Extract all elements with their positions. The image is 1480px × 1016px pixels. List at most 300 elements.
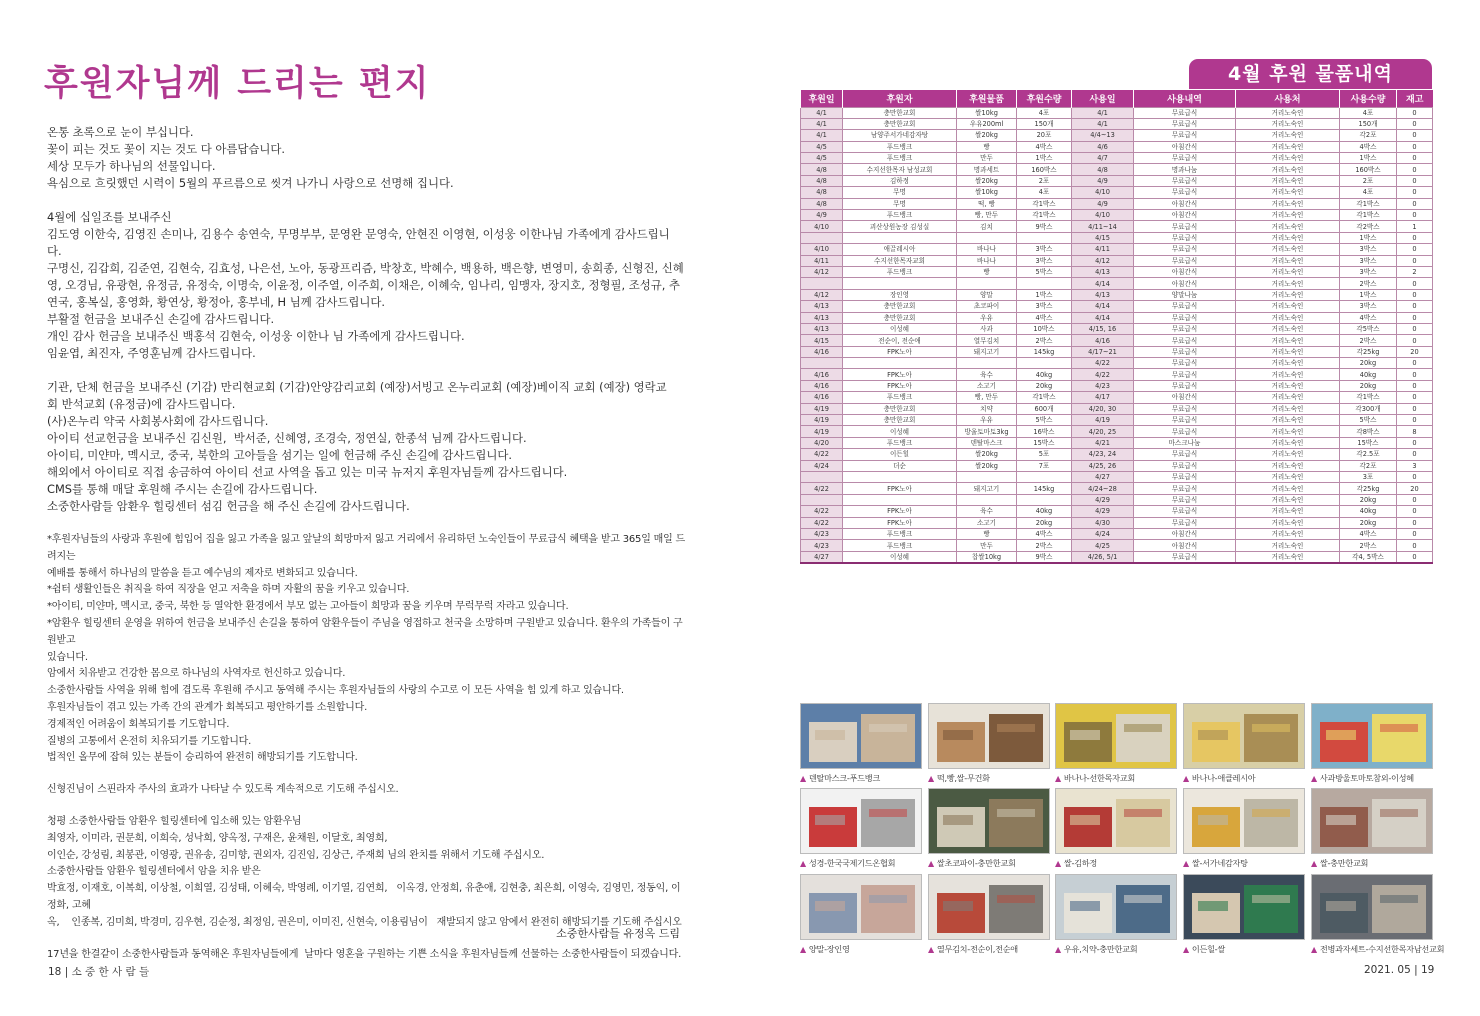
table-cell: 거리노숙인	[1236, 312, 1340, 323]
table-cell: 무료급식	[1134, 130, 1236, 141]
table-cell: 거리노숙인	[1236, 392, 1340, 403]
table-cell: 치약	[957, 403, 1017, 414]
table-cell: 거리노숙인	[1236, 323, 1340, 334]
table-row	[801, 198, 1433, 209]
table-row	[801, 278, 1433, 289]
table-cell: 거리노숙인	[1236, 403, 1340, 414]
table-cell: 40kg	[1017, 369, 1072, 380]
table-cell: 거리노숙인	[1236, 141, 1340, 152]
table-cell: 4/1	[801, 107, 843, 118]
table-cell	[1017, 278, 1072, 289]
photo-caption-text: 우유,치약-충만한교회	[1063, 944, 1138, 954]
table-cell: 0	[1397, 301, 1433, 312]
table-row	[801, 437, 1433, 448]
table-row	[801, 289, 1433, 300]
table-cell: 쌀20kg	[957, 449, 1017, 460]
photo-caption	[1055, 858, 1097, 869]
table-cell: 김치	[957, 221, 1017, 232]
donation-photo	[800, 703, 922, 769]
table-cell: 각2.5포	[1340, 449, 1397, 460]
table-cell: 0	[1397, 323, 1433, 334]
table-cell: 거리노숙인	[1236, 358, 1340, 369]
col-header: 후원수량	[1017, 90, 1072, 107]
table-cell: 거리노숙인	[1236, 415, 1340, 426]
table-cell: 4/17~21	[1072, 346, 1134, 357]
table-cell: 거리노숙인	[1236, 335, 1340, 346]
table-row	[801, 107, 1433, 118]
table-cell: 4/22	[801, 506, 843, 517]
photo-caption	[1183, 858, 1248, 869]
table-cell: 쌀10kg	[957, 187, 1017, 198]
table-cell: 3	[1397, 460, 1433, 471]
photo-caption-text: 이든힐-쌀	[1191, 944, 1225, 954]
table-cell: 초코파이	[957, 301, 1017, 312]
triangle-icon: ▲	[1311, 945, 1317, 954]
table-cell: 거리노숙인	[1236, 187, 1340, 198]
table-cell: 4/16	[1072, 335, 1134, 346]
table-cell: 4/24~28	[1072, 483, 1134, 494]
table-cell: 0	[1397, 141, 1433, 152]
photo-caption	[928, 773, 990, 784]
table-cell: 소고기	[957, 380, 1017, 391]
table-cell: 4/15	[801, 335, 843, 346]
table-row	[801, 130, 1433, 141]
table-cell: 거리노숙인	[1236, 517, 1340, 528]
table-cell: 0	[1397, 187, 1433, 198]
table-cell: 무료급식	[1134, 380, 1236, 391]
table-cell: 4/6	[1072, 141, 1134, 152]
table-cell: 무료급식	[1134, 187, 1236, 198]
table-cell: 명과세트	[957, 164, 1017, 175]
table-cell: 무명	[843, 187, 957, 198]
triangle-icon: ▲	[1183, 945, 1189, 954]
footer-right: 2021. 05 | 19	[1364, 964, 1435, 976]
table-cell: 0	[1397, 153, 1433, 164]
table-row	[801, 312, 1433, 323]
table-cell: 4박스	[1017, 312, 1072, 323]
table-cell: 0	[1397, 210, 1433, 221]
table-cell: 4/29	[1072, 494, 1134, 505]
table-cell: 만두	[957, 540, 1017, 551]
table-cell: 거리노숙인	[1236, 289, 1340, 300]
table-cell: 0	[1397, 118, 1433, 129]
table-cell: 찹쌀10kg	[957, 551, 1017, 563]
table-row	[801, 141, 1433, 152]
table-cell: 각1박스	[1340, 198, 1397, 209]
table-cell: 4/14	[1072, 312, 1134, 323]
table-cell: 0	[1397, 449, 1433, 460]
triangle-icon: ▲	[928, 774, 934, 783]
table-cell: 160박스	[1340, 164, 1397, 175]
col-header: 후원자	[843, 90, 957, 107]
table-cell: 괴산상원농장 김성실	[843, 221, 957, 232]
table-cell: 푸드뱅크	[843, 437, 957, 448]
table-cell: 4/22	[801, 517, 843, 528]
table-cell: 4/27	[1072, 472, 1134, 483]
table-cell: 빵	[957, 266, 1017, 277]
table-row	[801, 358, 1433, 369]
table-cell: 무료급식	[1134, 335, 1236, 346]
table-cell: 4/8	[801, 187, 843, 198]
table-cell: 4/22	[801, 483, 843, 494]
col-header: 후원일	[801, 90, 843, 107]
triangle-icon: ▲	[1183, 859, 1189, 868]
table-cell: 무명	[843, 198, 957, 209]
table-cell: 4/17	[1072, 392, 1134, 403]
table-cell	[1017, 358, 1072, 369]
table-cell: 3포	[1340, 472, 1397, 483]
photo-caption	[1311, 944, 1444, 955]
table-cell: 20포	[1017, 130, 1072, 141]
table-cell: 16박스	[1017, 426, 1072, 437]
table-cell: 거리노숙인	[1236, 107, 1340, 118]
table-cell: 4/29	[1072, 506, 1134, 517]
table-cell: 1박스	[1340, 153, 1397, 164]
table-cell: 0	[1397, 472, 1433, 483]
table-title: 4월 후원 물품내역	[1189, 59, 1432, 89]
table-cell: 아침간식	[1134, 540, 1236, 551]
table-cell: 4/13	[801, 323, 843, 334]
photo-caption-text: 쌀-서가네감자탕	[1191, 858, 1248, 868]
table-cell	[957, 232, 1017, 243]
table-cell: 1박스	[1017, 153, 1072, 164]
table-cell: FPK노아	[843, 506, 957, 517]
table-cell: 4/8	[801, 164, 843, 175]
letter-signature: 소중한사람들 유정옥 드림	[556, 927, 680, 940]
table-cell: 4/4~13	[1072, 130, 1134, 141]
table-row	[801, 472, 1433, 483]
table-cell: 푸드뱅크	[843, 141, 957, 152]
table-cell: 0	[1397, 175, 1433, 186]
donation-table	[800, 90, 1433, 564]
table-cell: 4/13	[1072, 289, 1134, 300]
footer-left: 18 | 소 중 한 사 람 들	[48, 966, 150, 978]
table-row	[801, 449, 1433, 460]
table-cell: 육수	[957, 369, 1017, 380]
table-cell: 0	[1397, 255, 1433, 266]
table-cell: 명과나눔	[1134, 164, 1236, 175]
table-cell	[957, 472, 1017, 483]
table-cell: 0	[1397, 335, 1433, 346]
table-cell: 거리노숙인	[1236, 472, 1340, 483]
table-cell	[1017, 494, 1072, 505]
table-cell: 4/24	[1072, 528, 1134, 539]
table-cell: 무료급식	[1134, 358, 1236, 369]
table-cell: 무료급식	[1134, 426, 1236, 437]
table-cell: 4박스	[1017, 528, 1072, 539]
letter-paragraph-closing: 17년을 한결같이 소중한사람들과 동역해온 후원자님들에게 날마다 영혼을 구원하는 기쁜 소식을 후원자님들께 선물하는 소중한사람들이 되겠습니다.	[47, 948, 682, 960]
table-cell: 푸드뱅크	[843, 528, 957, 539]
triangle-icon: ▲	[1055, 774, 1061, 783]
table-cell: 2	[1397, 266, 1433, 277]
letter-paragraph-patients: 청평 소중한사람들 암환우 힐링센터에 입소해 있는 암환우님 최영자, 이미라, 권문희, 이희숙, 성낙희, 양옥정, 구재은, 윤채원, 이달호, 최영희, 이인순, 강성림, 최봉관, 이영광, 권유송, 김미향, 권외자, 김진임, 김상근, 주재희 님의 완치를 위해서 기도해 주십시오. 소중한사람들 암환우 힐링센터에서 암을 치유 받은 박효정, 이재호, 이복희, 이상철, 이희열, 김성태, 이혜숙, 박영례, 이기열, 김연희, 이옥경, 안정희, 유춘애, 김현충, 최은희, 이영숙, 김영민, 정동익, 이정화, 고혜 옥, 인종복, 김미희, 박경미, 김우현, 김순정, 최정임, 권은미, 이미진, 신현숙, 이용림님이 재발되지 않고 암에서 완전히 해방되기를 기도해 주십시오	[47, 815, 682, 928]
table-cell: 4/7	[1072, 153, 1134, 164]
table-cell: 푸드뱅크	[843, 153, 957, 164]
table-cell: 4/1	[801, 118, 843, 129]
letter-paragraph-ministry: *후원자님들의 사랑과 후원에 힘입어 집을 잃고 가족을 잃고 앞날의 희망마저 잃고 거리에서 유리하던 노숙인들이 무료급식 혜택을 받고 365일 매일 드려지는 예배를 통해서 하나님의 말씀을 듣고 예수님의 제자로 변화되고 있습니다. *쉼터 생활인들은 취직을 하여 직장을 얻고 저축을 하며 자활의 꿈을 키우고 있습니다. *아이티, 미얀마, 멕시코, 중국, 북한 등 열악한 환경에서 부모 없는 고아들이 희망과 꿈을 키우며 무럭무럭 자라고 있습니다. *암환우 힐링센터 운영을 위하여 헌금을 보내주신 손길을 통하여 암환우들이 주님을 영접하고 천국을 소망하며 구원받고 있습니다. 환우의 가족들이 구원받고 있습니다. 암에서 치유받고 건강한 몸으로 하나님의 사역자로 헌신하고 있습니다. 소중한사람들 사역을 위해 힘에 겹도록 후원해 주시고 동역해 주시는 후원자님들의 사랑의 수고로 이 모든 사역을 힘 있게 하고 있습니다. 후원자님들이 겪고 있는 가족 간의 관계가 회복되고 평안하기를 소원합니다. 경제적인 어려움이 회복되기를 기도합니다. 질병의 고통에서 온전히 치유되기를 기도합니다. 법적인 올무에 잡혀 있는 분들이 승리하여 완전히 해방되기를 기도합니다.	[47, 534, 686, 764]
table-cell: 김하정	[843, 175, 957, 186]
table-cell: 이든힐	[843, 449, 957, 460]
table-cell: 양말	[957, 289, 1017, 300]
table-cell: 4박스	[1340, 528, 1397, 539]
table-cell	[1017, 232, 1072, 243]
table-cell: 4/23	[801, 540, 843, 551]
table-cell	[843, 472, 957, 483]
photo-caption	[1183, 944, 1225, 955]
table-cell: 아침간식	[1134, 278, 1236, 289]
donation-photo	[928, 788, 1050, 854]
table-cell	[843, 278, 957, 289]
table-cell: 더순	[843, 460, 957, 471]
table-cell: 애끌레시아	[843, 244, 957, 255]
table-cell: 1박스	[1340, 232, 1397, 243]
table-cell: 20	[1397, 346, 1433, 357]
table-cell: 5박스	[1017, 266, 1072, 277]
table-cell: 4/11~14	[1072, 221, 1134, 232]
table-cell: FPK노아	[843, 483, 957, 494]
table-cell: 거리노숙인	[1236, 380, 1340, 391]
table-cell: 4/15	[1072, 232, 1134, 243]
photo-caption	[1055, 944, 1137, 955]
table-cell: 양말나눔	[1134, 289, 1236, 300]
table-cell: 육수	[957, 506, 1017, 517]
table-cell: 푸드뱅크	[843, 540, 957, 551]
photo-caption-text: 쌀-김하정	[1063, 858, 1097, 868]
photo-caption-text: 사과방울토마토참외-이성혜	[1319, 773, 1414, 783]
table-cell: 40kg	[1017, 506, 1072, 517]
table-cell	[801, 358, 843, 369]
table-cell: 4/25, 26	[1072, 460, 1134, 471]
table-cell: 40kg	[1340, 506, 1397, 517]
table-cell	[801, 278, 843, 289]
table-cell: 4/16	[801, 369, 843, 380]
table-cell: 무료급식	[1134, 506, 1236, 517]
table-cell: 각1박스	[1017, 392, 1072, 403]
letter-body	[47, 124, 687, 963]
photo-caption	[928, 858, 1016, 869]
table-cell: 거리노숙인	[1236, 460, 1340, 471]
table-cell: 2포	[1340, 175, 1397, 186]
table-cell: 2박스	[1017, 540, 1072, 551]
donation-photo	[928, 703, 1050, 769]
table-cell: 거리노숙인	[1236, 483, 1340, 494]
table-cell: 4/23	[801, 528, 843, 539]
table-cell: 4포	[1017, 107, 1072, 118]
table-cell: 마스크나눔	[1134, 437, 1236, 448]
table-cell: 쌀20kg	[957, 175, 1017, 186]
table-row	[801, 335, 1433, 346]
table-cell: 거리노숙인	[1236, 244, 1340, 255]
table-cell: 7포	[1017, 460, 1072, 471]
table-cell: 이성혜	[843, 551, 957, 563]
photo-caption-text: 떡,빵,쌀-무건화	[936, 773, 990, 783]
table-cell: 4박스	[1340, 141, 1397, 152]
table-cell: 4/22	[1072, 369, 1134, 380]
table-cell: 4/8	[801, 198, 843, 209]
table-row	[801, 346, 1433, 357]
table-cell: 0	[1397, 130, 1433, 141]
table-cell: 각1박스	[1017, 210, 1072, 221]
table-cell: 4/1	[1072, 107, 1134, 118]
table-cell: 무료급식	[1134, 175, 1236, 186]
table-cell	[957, 278, 1017, 289]
table-cell: 20kg	[1017, 380, 1072, 391]
table-cell: 0	[1397, 380, 1433, 391]
table-cell: 4박스	[1017, 141, 1072, 152]
table-cell: 열무김치	[957, 335, 1017, 346]
table-row	[801, 483, 1433, 494]
table-cell: 아침간식	[1134, 392, 1236, 403]
table-cell	[801, 494, 843, 505]
col-header: 재고	[1397, 90, 1433, 107]
table-cell: 0	[1397, 528, 1433, 539]
table-row	[801, 415, 1433, 426]
table-cell: 3박스	[1017, 301, 1072, 312]
table-cell: 무료급식	[1134, 255, 1236, 266]
table-cell: 바나나	[957, 244, 1017, 255]
table-cell: 4/20, 30	[1072, 403, 1134, 414]
table-cell: 덴탈마스크	[957, 437, 1017, 448]
triangle-icon: ▲	[1055, 945, 1061, 954]
table-row	[801, 540, 1433, 551]
table-row	[801, 301, 1433, 312]
table-cell	[801, 232, 843, 243]
photo-caption	[1311, 773, 1414, 784]
table-cell: FPK노아	[843, 380, 957, 391]
table-cell: 무료급식	[1134, 517, 1236, 528]
table-cell: 빵	[957, 141, 1017, 152]
letter-paragraph-tithes: 4월에 십일조를 보내주신 김도영 이한숙, 김영진 손미나, 김용수 송연숙, 무명부부, 문영완 문영숙, 안현진 이영현, 이성웅 이한나님 가족에게 감사드립니 다. 구명신, 김갑희, 김준연, 김현숙, 김효성, 나은선, 노아, 동광프리즘, 박창호, 박혜수, 백용하, 백은향, 변영미, 송희종, 신형진, 신혜 영, 오경님, 유광현, 유정금, 유정숙, 이명숙, 이윤정, 이주열, 이주희, 이채은, 이혜숙, 임나리, 임맹자, 장지호, 정형필, 조성규, 추 연국, 홍복실, 홍영화, 황연상, 황정아, 홍부네, H 님께 감사드립니다. 부활절 헌금을 보내주신 손길에 감사드립니다. 개인 감사 헌금을 보내주신 백홍석 김현숙, 이성웅 이한나 님 가족에게 감사드립니다. 임윤엽, 최진자, 주영훈님께 감사드립니다.	[47, 210, 684, 360]
table-cell: 거리노숙인	[1236, 346, 1340, 357]
table-cell: 각25kg	[1340, 483, 1397, 494]
letter-title: 후원자님께 드리는 편지	[44, 64, 431, 104]
table-cell: 아침간식	[1134, 528, 1236, 539]
table-cell	[957, 494, 1017, 505]
triangle-icon: ▲	[1311, 859, 1317, 868]
table-cell: 0	[1397, 551, 1433, 563]
table-cell: 4/20, 25	[1072, 426, 1134, 437]
donation-photo	[1055, 874, 1177, 940]
table-cell: 4/16	[801, 392, 843, 403]
table-cell: 충만한교회	[843, 403, 957, 414]
photo-caption	[1183, 773, 1255, 784]
table-cell: 무료급식	[1134, 232, 1236, 243]
table-cell: 빵, 만두	[957, 210, 1017, 221]
table-row	[801, 380, 1433, 391]
table-cell: 4/19	[801, 403, 843, 414]
table-cell: 0	[1397, 415, 1433, 426]
table-cell: 2포	[1017, 175, 1072, 186]
table-cell: 0	[1397, 164, 1433, 175]
table-cell: 거리노숙인	[1236, 551, 1340, 563]
table-cell: 4/16	[801, 380, 843, 391]
table-cell: 4/5	[801, 141, 843, 152]
table-cell: 빵, 만두	[957, 392, 1017, 403]
table-cell: 5박스	[1340, 415, 1397, 426]
table-cell: 4/14	[1072, 301, 1134, 312]
photo-caption-text: 양말-장인영	[808, 944, 850, 954]
table-cell: 충만한교회	[843, 312, 957, 323]
letter-paragraph-prayer: 신형진님이 스핀라자 주사의 효과가 나타날 수 있도록 계속적으로 기도해 주십시오.	[47, 784, 399, 796]
table-cell: 우유	[957, 415, 1017, 426]
table-cell: 돼지고기	[957, 483, 1017, 494]
table-cell: 4포	[1017, 187, 1072, 198]
donation-photo	[1055, 788, 1177, 854]
table-cell: 4포	[1340, 187, 1397, 198]
table-row	[801, 551, 1433, 563]
table-header-row	[801, 90, 1433, 107]
table-cell: 무료급식	[1134, 403, 1236, 414]
table-cell: 600개	[1017, 403, 1072, 414]
table-cell: 4박스	[1340, 312, 1397, 323]
table-cell: 0	[1397, 392, 1433, 403]
table-cell: 4/9	[1072, 198, 1134, 209]
photo-caption	[800, 858, 895, 869]
triangle-icon: ▲	[800, 859, 806, 868]
table-cell: 10박스	[1017, 323, 1072, 334]
table-cell: 20kg	[1340, 358, 1397, 369]
table-cell: 0	[1397, 312, 1433, 323]
table-cell: 4/12	[1072, 255, 1134, 266]
table-cell: 4/1	[1072, 118, 1134, 129]
table-cell: 4/11	[801, 255, 843, 266]
photo-caption-text: 전병과자세트-수지선한목자남선교회	[1319, 944, 1445, 954]
table-row	[801, 255, 1433, 266]
table-cell: 거리노숙인	[1236, 255, 1340, 266]
table-cell: 방울토마토3kg	[957, 426, 1017, 437]
table-cell: 2박스	[1340, 540, 1397, 551]
table-cell: 무료급식	[1134, 153, 1236, 164]
table-cell: 3박스	[1340, 301, 1397, 312]
table-row	[801, 426, 1433, 437]
table-cell: 4/12	[801, 266, 843, 277]
table-cell: 4/16	[801, 346, 843, 357]
photo-caption	[800, 773, 880, 784]
table-cell: 4/13	[1072, 266, 1134, 277]
table-row	[801, 232, 1433, 243]
table-cell: 각4, 5박스	[1340, 551, 1397, 563]
table-cell: 거리노숙인	[1236, 426, 1340, 437]
table-cell: 우유200ml	[957, 118, 1017, 129]
table-cell: 4/14	[1072, 278, 1134, 289]
table-cell: 20	[1397, 483, 1433, 494]
photo-caption-text: 성경-한국국제기드온협회	[808, 858, 896, 868]
col-header: 사용일	[1072, 90, 1134, 107]
table-row	[801, 506, 1433, 517]
donation-photo	[1055, 703, 1177, 769]
table-cell: 무료급식	[1134, 472, 1236, 483]
col-header: 사용내역	[1134, 90, 1236, 107]
col-header: 후원물품	[957, 90, 1017, 107]
table-cell: 거리노숙인	[1236, 494, 1340, 505]
table-cell: FPK노아	[843, 517, 957, 528]
table-cell	[957, 358, 1017, 369]
table-cell: 0	[1397, 278, 1433, 289]
table-cell: 사과	[957, 323, 1017, 334]
table-cell: 거리노숙인	[1236, 210, 1340, 221]
table-cell: 3박스	[1340, 255, 1397, 266]
table-cell: 3박스	[1340, 244, 1397, 255]
table-row	[801, 517, 1433, 528]
table-cell: 각1박스	[1340, 392, 1397, 403]
table-cell: 무료급식	[1134, 107, 1236, 118]
table-cell: 각1박스	[1340, 210, 1397, 221]
table-row	[801, 369, 1433, 380]
table-cell: 20kg	[1017, 517, 1072, 528]
table-cell: 남양주서가네감자탕	[843, 130, 957, 141]
triangle-icon: ▲	[1055, 859, 1061, 868]
table-row	[801, 118, 1433, 129]
